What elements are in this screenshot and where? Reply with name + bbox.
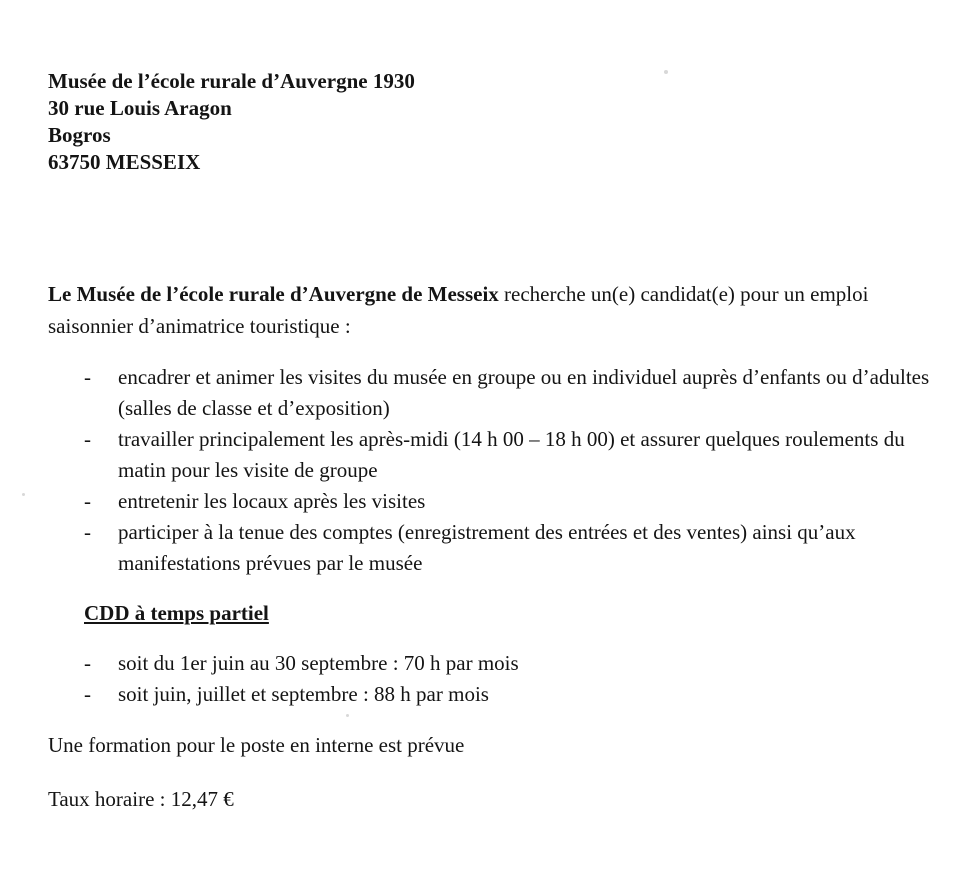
list-dash: - bbox=[84, 427, 91, 451]
locality: Bogros bbox=[48, 123, 111, 147]
list-dash: - bbox=[84, 520, 91, 544]
museum-name: Musée de l’école rurale d’Auvergne 1930 bbox=[48, 69, 415, 93]
duty-text: participer à la tenue des comptes (enregistrement des entrées et des ventes) ainsi qu’aux manifestations prévues par le musée bbox=[118, 520, 856, 575]
intro-paragraph bbox=[48, 278, 948, 342]
list-dash: - bbox=[84, 682, 91, 706]
postal-city: 63750 MESSEIX bbox=[48, 150, 201, 174]
duty-text: travailler principalement les après-midi (14 h 00 – 18 h 00) et assurer quelques roulements du matin pour les visite de groupe bbox=[118, 427, 905, 482]
address-block bbox=[48, 68, 415, 176]
list-dash: - bbox=[84, 365, 91, 389]
duty-item bbox=[84, 362, 954, 424]
contract-option bbox=[84, 679, 519, 710]
training-note: Une formation pour le poste en interne est prévue bbox=[48, 733, 465, 757]
contract-option-text: soit du 1er juin au 30 septembre : 70 h par mois bbox=[118, 651, 519, 675]
duty-item bbox=[84, 424, 954, 486]
duty-text: encadrer et animer les visites du musée en groupe ou en individuel auprès d’enfants ou d’adultes (salles de classe et d’exposition) bbox=[118, 365, 930, 420]
list-dash: - bbox=[84, 651, 91, 675]
contract-option-text: soit juin, juillet et septembre : 88 h par mois bbox=[118, 682, 489, 706]
contract-options-list bbox=[84, 648, 519, 710]
organization-name: Le Musée de l’école rurale d’Auvergne de Messeix bbox=[48, 282, 499, 306]
hourly-rate: Taux horaire : 12,47 € bbox=[48, 787, 234, 811]
street-address: 30 rue Louis Aragon bbox=[48, 96, 232, 120]
duty-text: entretenir les locaux après les visites bbox=[118, 489, 426, 513]
duties-list bbox=[84, 362, 954, 579]
duty-item bbox=[84, 486, 954, 517]
contract-option bbox=[84, 648, 519, 679]
list-dash: - bbox=[84, 489, 91, 513]
contract-heading: CDD à temps partiel bbox=[84, 601, 269, 625]
scan-speck bbox=[22, 493, 25, 496]
intro-text: recherche un(e) candidat(e) pour un emploi saisonnier d’animatrice touristique : bbox=[48, 282, 869, 338]
scan-speck bbox=[664, 70, 668, 74]
duty-item bbox=[84, 517, 954, 579]
scan-speck bbox=[346, 714, 349, 717]
